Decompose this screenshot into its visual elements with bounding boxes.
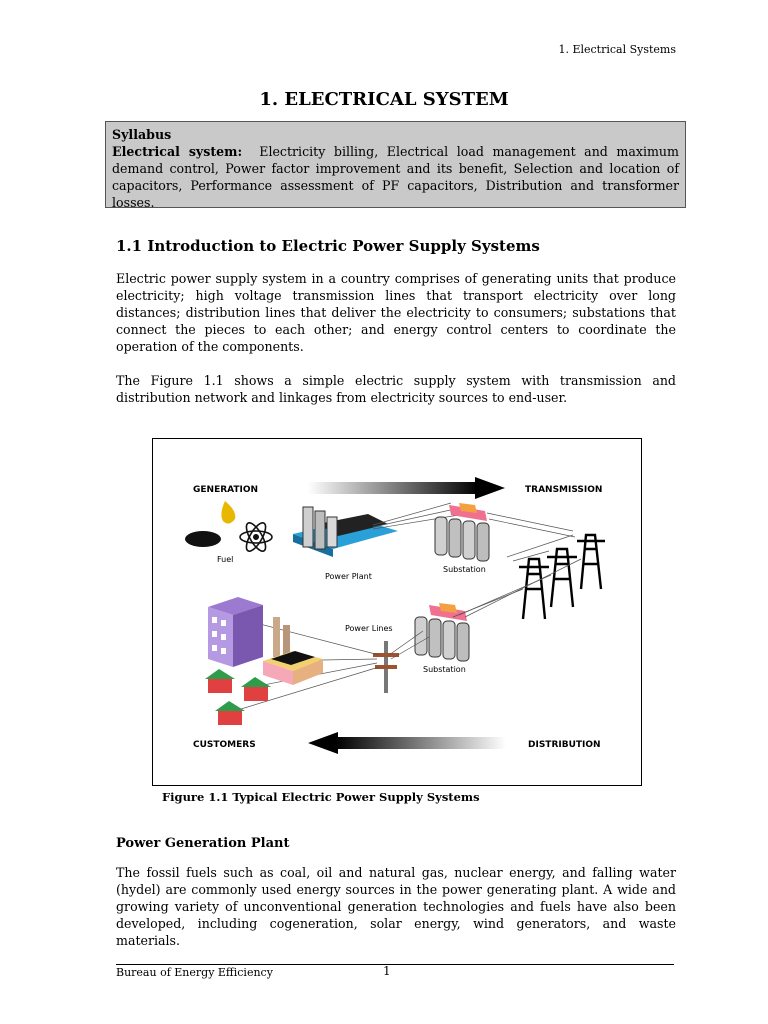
substation-bottom-label: Substation xyxy=(423,665,466,674)
syllabus-text xyxy=(112,143,679,211)
subsection-heading: Power Generation Plant xyxy=(116,836,290,851)
syllabus-label: Electrical system: xyxy=(112,144,243,159)
intro-paragraph: Electric power supply system in a country comprises of generating units that produce electricity; high voltage transmission lines that transport electricity over long distances; distribution lines that deliver the electricity to consumers; substations that connect the pieces to each other; and energy control centers to coordinate the operation of the components. xyxy=(116,271,676,354)
figure-reference-paragraph: The Figure 1.1 shows a simple electric supply system with transmission and distribution network and linkages from electricity sources to end-user. xyxy=(116,373,676,405)
figure-caption: Figure 1.1 Typical Electric Power Supply Systems xyxy=(162,790,480,804)
substation-bottom-icon xyxy=(415,603,469,661)
running-header: 1. Electrical Systems xyxy=(558,43,676,56)
office-building-icon xyxy=(208,597,263,667)
customers-label: CUSTOMERS xyxy=(193,740,256,750)
fuel-icon xyxy=(185,501,272,554)
power-supply-diagram xyxy=(153,439,641,785)
power-lines-label: Power Lines xyxy=(345,624,393,633)
power-plant-label: Power Plant xyxy=(325,572,372,581)
transmission-towers xyxy=(519,535,605,619)
power-generation-paragraph: The fossil fuels such as coal, oil and natural gas, nuclear energy, and falling water (hydel) are commonly used energy sources in the power generating plant. A wide and growing variety of unconventional generation technologies and fuels have also been developed, including cogeneration, solar energy, wind generators, and waste materials. xyxy=(116,865,676,948)
distribution-pole xyxy=(373,641,399,693)
footer-rule xyxy=(116,964,674,965)
distribution-label: DISTRIBUTION xyxy=(528,740,601,750)
transmission-arrow xyxy=(308,477,505,499)
distribution-arrow xyxy=(308,732,506,754)
generation-label: GENERATION xyxy=(193,485,259,495)
syllabus-topics: Electricity billing, Electrical load management and maximum demand control, Power factor improvement and its benefit, Selection and location of capacitors, Performance assessment of PF capacitors, Distribution and transformer losses. xyxy=(112,144,679,210)
fuel-label: Fuel xyxy=(217,555,234,564)
page-title: 1. ELECTRICAL SYSTEM xyxy=(259,89,509,110)
syllabus-box xyxy=(105,121,686,208)
transmission-wires xyxy=(487,513,575,561)
footer-organization: Bureau of Energy Efficiency xyxy=(116,966,273,979)
page-number: 1 xyxy=(383,964,391,978)
power-plant-icon xyxy=(293,507,398,557)
section-heading: 1.1 Introduction to Electric Power Supply Systems xyxy=(116,237,540,255)
substation-top-label: Substation xyxy=(443,565,486,574)
power-supply-figure xyxy=(152,438,642,786)
houses-icon xyxy=(205,669,271,725)
transmission-label: TRANSMISSION xyxy=(525,485,603,495)
syllabus-heading: Syllabus xyxy=(112,127,172,142)
